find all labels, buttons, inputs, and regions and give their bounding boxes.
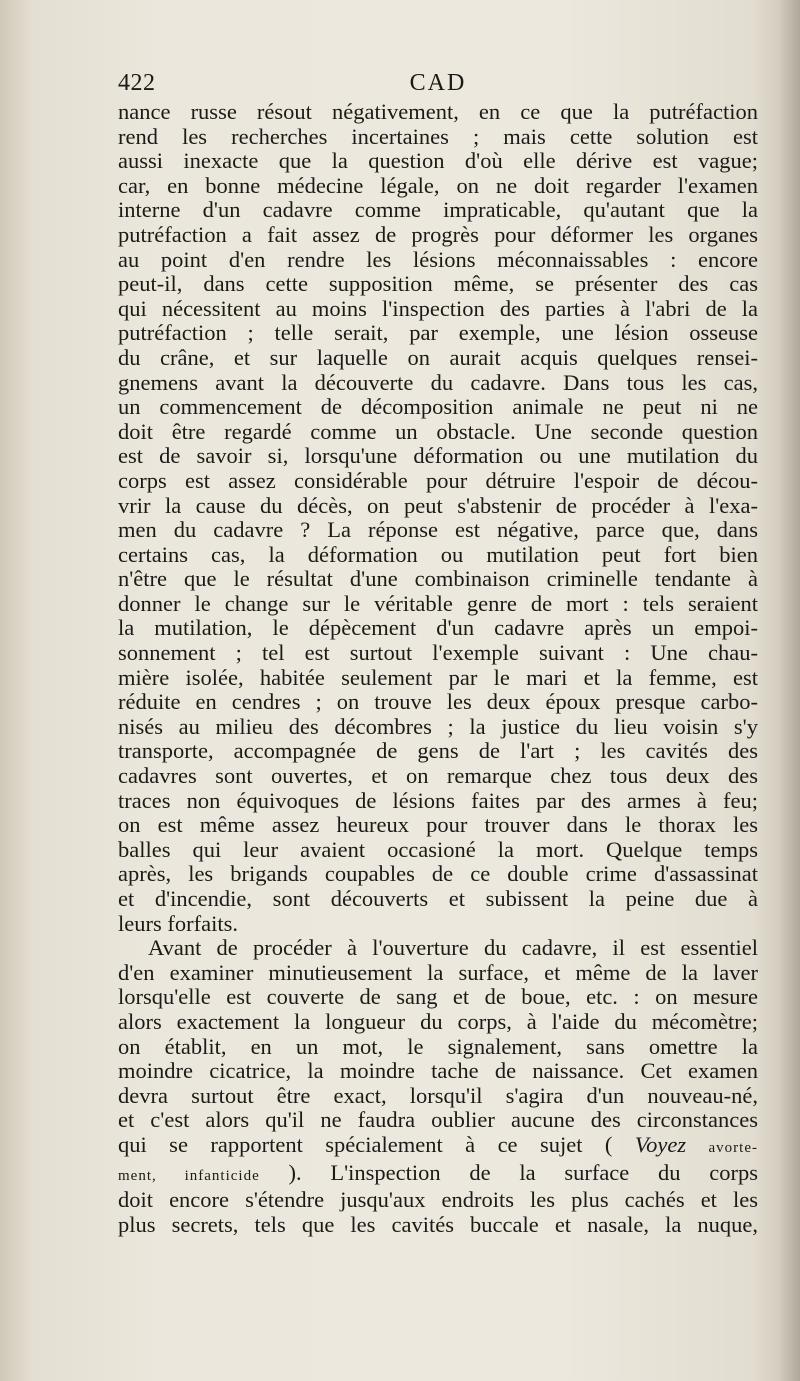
text-line: lorsqu'elle est couverte de sang et de boue, etc. : on mesure	[118, 984, 758, 1010]
text-line: nisés au milieu des décombres ; la justice du lieu voisin s'y	[118, 713, 758, 739]
text-line: donner le change sur le véritable genre de mort : tels seraient	[118, 590, 758, 616]
text-line-cross-reference	[118, 1161, 758, 1189]
text-line: réduite en cendres ; on trouve les deux époux presque carbo-	[118, 689, 758, 715]
text-line: plus secrets, tels que les cavités buccale et nasale, la nuque,	[118, 1211, 758, 1237]
text-line: traces non équivoques de lésions faites par des armes à feu;	[118, 787, 758, 813]
text-line-cross-reference	[118, 1133, 758, 1161]
text-line: peut-il, dans cette supposition même, se présenter des cas	[118, 271, 758, 297]
text-line: un commencement de décomposition animale ne peut ni ne	[118, 394, 758, 420]
text-line: certains cas, la déformation ou mutilation peut fort bien	[118, 541, 758, 567]
smallcaps-reference: avorte-	[708, 1139, 758, 1156]
smallcaps-reference: ment, infanticide	[118, 1167, 260, 1184]
page-gutter-shadow	[778, 0, 800, 1381]
text-line: et d'incendie, sont découverts et subissent la peine due à	[118, 886, 758, 911]
text-line: putréfaction a fait assez de progrès pour déformer les organes	[118, 221, 758, 247]
text-line: n'être que le résultat d'une combinaison criminelle tendante à	[118, 566, 758, 592]
text-line: du crâne, et sur laquelle on aurait acquis quelques rensei-	[118, 344, 758, 370]
paragraph-end-line: leurs forfaits.	[118, 910, 238, 936]
text-line: d'en examiner minutieusement la surface, et même de la laver	[118, 959, 758, 985]
text-line: men du cadavre ? La réponse est négative, parce que, dans	[118, 517, 758, 543]
text-line: au point d'en rendre les lésions méconnaissables : encore	[118, 246, 758, 272]
text-line: nance russe résout négativement, en ce que la putréfaction	[118, 99, 758, 124]
text-line: la mutilation, le dépècement d'un cadavre après un empoi-	[118, 615, 758, 641]
text-line: cadavres sont ouvertes, et on remarque chez tous deux des	[118, 763, 758, 789]
text-line: devra surtout être exact, lorsqu'il s'agira d'un nouveau-né,	[118, 1082, 758, 1108]
text-segment: ). L'inspection de la surface du corps	[288, 1159, 759, 1185]
text-line: on établit, en un mot, le signalement, sans omettre la	[118, 1033, 758, 1059]
text-line: putréfaction ; telle serait, par exemple, une lésion osseuse	[118, 320, 758, 346]
text-line: et c'est alors qu'il ne faudra oublier aucune des circonstances	[118, 1107, 758, 1133]
body-text	[118, 100, 758, 1237]
text-segment: qui se rapportent spécialement à ce sujet (	[118, 1131, 613, 1157]
text-line: rend les recherches incertaines ; mais cette solution est	[118, 123, 758, 149]
text-line: sonnement ; tel est surtout l'exemple suivant : Une chau-	[118, 640, 758, 666]
text-line: doit être regardé comme un obstacle. Une seconde question	[118, 418, 758, 444]
text-line: aussi inexacte que la question d'où elle dérive est vague;	[118, 148, 758, 174]
text-line: doit encore s'étendre jusqu'aux endroits les plus cachés et les	[118, 1187, 758, 1213]
page-header	[118, 70, 758, 102]
text-line: vrir la cause du décès, on peut s'abstenir de procéder à l'exa-	[118, 492, 758, 518]
text-line: alors exactement la longueur du corps, à l'aide du mécomètre;	[118, 1008, 758, 1034]
text-line: balles qui leur avaient occasioné la mort. Quelque temps	[118, 836, 758, 862]
text-line: transporte, accompagnée de gens de l'art ; les cavités des	[118, 738, 758, 764]
text-line: qui nécessitent au moins l'inspection des parties à l'abri de la	[118, 295, 758, 321]
text-line: est de savoir si, lorsqu'une déformation ou une mutilation du	[118, 443, 758, 469]
text-line: mière isolée, habitée seulement par le mari et la femme, est	[118, 664, 758, 690]
text-line: moindre cicatrice, la moindre tache de naissance. Cet examen	[118, 1058, 758, 1084]
running-head: CAD	[409, 70, 467, 96]
text-line: interne d'un cadavre comme impraticable, qu'autant que la	[118, 197, 758, 223]
italic-reference: Voyez	[634, 1131, 687, 1157]
text-line: corps est assez considérable pour détruire l'espoir de décou-	[118, 467, 758, 493]
paragraph-start-line: Avant de procéder à l'ouverture du cadavre, il est essentiel	[148, 935, 758, 961]
text-line: gnemens avant la découverte du cadavre. Dans tous les cas,	[118, 369, 758, 395]
page-number: 422	[118, 70, 156, 96]
text-line: on est même assez heureux pour trouver dans le thorax les	[118, 812, 758, 838]
text-line: car, en bonne médecine légale, on ne doit regarder l'examen	[118, 172, 758, 198]
text-line: après, les brigands coupables de ce double crime d'assassinat	[118, 861, 758, 887]
